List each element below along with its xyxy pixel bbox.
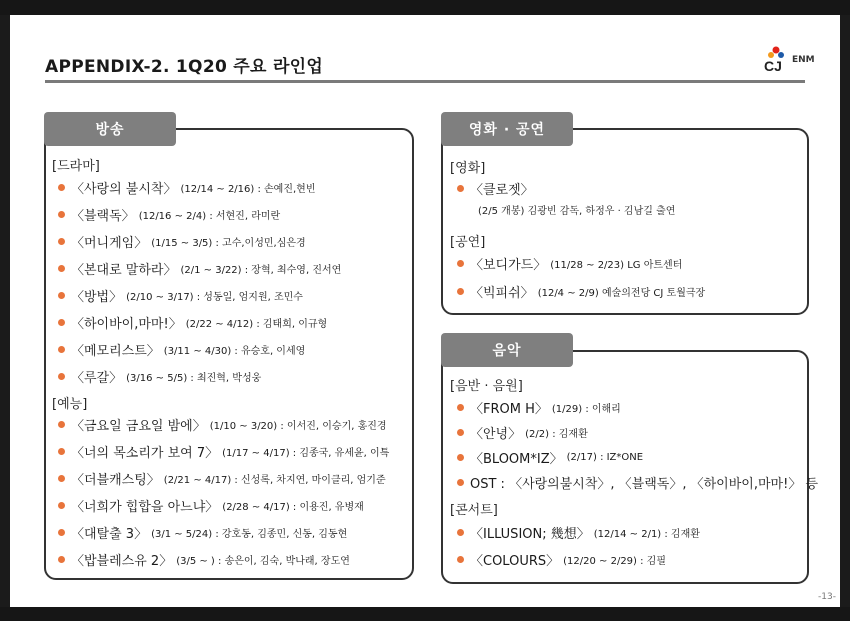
item-title: 〈보디가드〉	[470, 258, 547, 273]
item-title: 〈루갈〉	[71, 371, 123, 386]
item-detail: (1/10 ~ 3/20) : 이서진, 이승기, 홍진경	[209, 421, 387, 432]
item-title: 〈더블캐스팅〉	[71, 473, 160, 488]
page-number: -13-	[818, 592, 836, 602]
bullet-icon	[58, 502, 65, 509]
item-detail: (12/20 ~ 2/29) : 김필	[563, 556, 666, 567]
title-divider	[45, 80, 805, 83]
list-item	[457, 523, 700, 542]
item-detail: (12/14 ~ 2/1) : 김재환	[593, 529, 700, 540]
list-item	[457, 550, 666, 569]
item-detail: (2/10 ~ 3/17) : 성동일, 엄지원, 조민수	[126, 292, 303, 303]
bullet-icon	[58, 373, 65, 380]
item-title: 〈블랙독〉	[71, 209, 135, 224]
broadcast-tab: 방송	[44, 112, 176, 146]
variety-heading: [예능]	[52, 397, 88, 412]
item-title: 〈본대로 말하라〉	[71, 263, 177, 278]
list-item	[58, 340, 305, 359]
list-item	[457, 473, 818, 492]
concert-heading: [콘서트]	[450, 503, 498, 518]
item-title: 〈BLOOM*IZ〉	[470, 452, 563, 467]
bullet-icon	[58, 319, 65, 326]
list-item	[58, 367, 261, 386]
item-title: 〈머니게임〉	[71, 236, 148, 251]
item-detail: (2/1 ~ 3/22) : 장혁, 최수영, 진서연	[180, 265, 342, 276]
list-item	[58, 550, 350, 569]
item-title: 〈COLOURS〉	[470, 554, 560, 569]
performance-heading: [공연]	[450, 235, 486, 250]
list-item	[58, 442, 389, 461]
list-item	[58, 415, 387, 434]
item-detail: (12/4 ~ 2/9) 예술의전당 CJ 토월극장	[537, 288, 706, 299]
movie-detail: (2/5 개봉) 김광빈 감독, 하정우 · 김남길 출연	[478, 206, 676, 217]
drama-heading: [드라마]	[52, 159, 100, 174]
item-title: 〈사랑의 불시착〉	[71, 182, 177, 197]
list-item	[58, 523, 347, 542]
item-detail: (3/5 ~ ) : 송은이, 김숙, 박나래, 장도연	[176, 556, 350, 567]
item-title: 〈FROM H〉	[470, 402, 548, 417]
movie-heading: [영화]	[450, 161, 486, 176]
svg-text:CJ: CJ	[764, 58, 782, 74]
list-item	[58, 178, 316, 197]
item-title: 〈하이바이,마마!〉	[71, 317, 182, 332]
window-frame-top	[0, 0, 850, 15]
bullet-icon	[457, 260, 464, 267]
list-item	[58, 496, 364, 515]
bullet-icon	[58, 238, 65, 245]
bullet-icon	[58, 421, 65, 428]
item-title: 〈ILLUSION; 幾想〉	[470, 527, 590, 542]
item-detail: (1/29) : 이해리	[551, 404, 621, 415]
item-detail: (3/1 ~ 5/24) : 강호동, 김종민, 신동, 김동현	[151, 529, 348, 540]
bullet-icon	[58, 265, 65, 272]
list-item	[58, 286, 303, 305]
bullet-icon	[457, 429, 464, 436]
music-tab: 음악	[441, 333, 573, 367]
bullet-icon	[58, 556, 65, 563]
bullet-icon	[457, 479, 464, 486]
item-title: 〈너희가 힙합을 아느냐〉	[71, 500, 219, 515]
page-title: APPENDIX-2. 1Q20 주요 라인업	[45, 57, 324, 77]
item-detail: (12/16 ~ 2/4) : 서현진, 라미란	[138, 211, 281, 222]
item-detail: (12/14 ~ 2/16) : 손예진,현빈	[180, 184, 316, 195]
item-detail: (11/28 ~ 2/23) LG 아트센터	[550, 260, 683, 271]
item-title: 〈너의 목소리가 보여 7〉	[71, 446, 219, 461]
list-item	[58, 232, 306, 251]
list-item	[457, 448, 643, 467]
item-detail: (1/15 ~ 3/5) : 고수,이성민,심은경	[151, 238, 306, 249]
bullet-icon	[58, 529, 65, 536]
item-title: 〈밥블레스유 2〉	[71, 554, 173, 569]
bullet-icon	[58, 211, 65, 218]
item-detail: (3/16 ~ 5/5) : 최진혁, 박성웅	[126, 373, 262, 384]
bullet-icon	[457, 556, 464, 563]
window-frame-bottom	[0, 607, 850, 621]
bullet-icon	[457, 404, 464, 411]
item-title: 〈대탈출 3〉	[71, 527, 148, 542]
list-item	[58, 205, 280, 224]
item-title: 〈안녕〉	[470, 427, 522, 442]
list-item	[457, 282, 705, 301]
bullet-icon	[457, 288, 464, 295]
item-title: 〈금요일 금요일 밤에〉	[71, 419, 206, 434]
item-detail: (3/11 ~ 4/30) : 유승호, 이세영	[163, 346, 306, 357]
item-title: 〈방법〉	[71, 290, 123, 305]
bullet-icon	[457, 454, 464, 461]
item-detail: (1/17 ~ 4/17) : 김종국, 유세윤, 이특	[222, 448, 390, 459]
list-item	[58, 313, 327, 332]
bullet-icon	[58, 184, 65, 191]
list-item	[58, 469, 386, 488]
item-title: 〈클로젯〉	[470, 183, 534, 198]
item-detail: (2/22 ~ 4/12) : 김태희, 이규형	[185, 319, 328, 330]
item-detail: (2/17) : IZ*ONE	[566, 452, 644, 463]
item-detail: (2/28 ~ 4/17) : 이용진, 유병재	[222, 502, 364, 513]
bullet-icon	[58, 292, 65, 299]
bullet-icon	[58, 448, 65, 455]
list-item	[457, 398, 621, 417]
list-item	[457, 254, 682, 273]
logo-text: ENM	[792, 55, 815, 65]
bullet-icon	[58, 475, 65, 482]
bullet-icon	[457, 185, 464, 192]
list-item	[457, 179, 534, 198]
bullet-icon	[58, 346, 65, 353]
list-item	[58, 259, 341, 278]
item-title: OST : 〈사랑의불시착〉, 〈블랙독〉, 〈하이바이,마마!〉 등	[470, 477, 819, 492]
film-tab: 영화 · 공연	[441, 112, 573, 146]
list-item	[457, 423, 588, 442]
item-detail: (2/2) : 김재환	[525, 429, 588, 440]
bullet-icon	[457, 529, 464, 536]
album-heading: [음반 · 음원]	[450, 379, 523, 394]
item-title: 〈빅피쉬〉	[470, 286, 534, 301]
item-detail: (2/21 ~ 4/17) : 신성록, 차지연, 마이클리, 엄기준	[163, 475, 386, 486]
item-title: 〈메모리스트〉	[71, 344, 160, 359]
